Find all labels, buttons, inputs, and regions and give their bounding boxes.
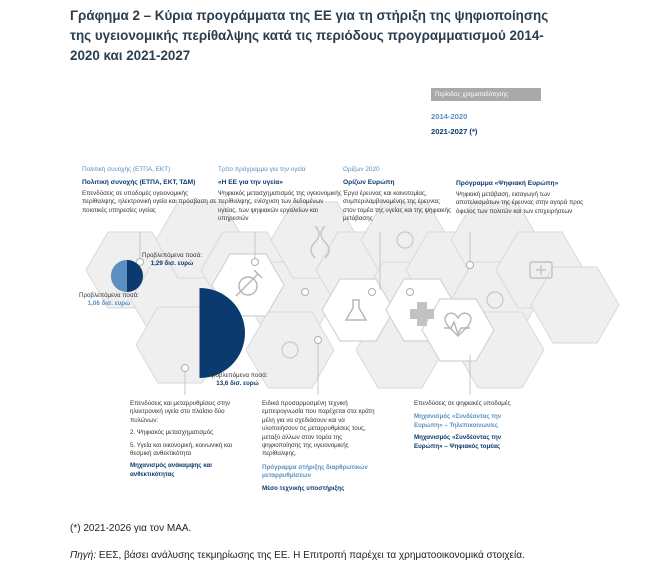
amount-circle-small [111,260,143,292]
tsi-program-2021: Μέσο τεχνικής υποστήριξης [262,484,345,492]
tsi-desc: Ειδικά προσαρμοσμένη τεχνική εμπειρογνωσία που παρέχεται στα κράτη μέλη για να σχεδιάσουν και να υλοποιήσουν τις μεταρρυθμίσεις τους, μεταξύ άλλων στον τομέα της ψηφιοποίησης της υγειονομικής περίθαλψης. [262,400,375,458]
figure-title: Γράφημα 2 – Κύρια προγράμματα της ΕΕ για τη στήριξη της ψηφιοποίησης της υγειονομικής περίθαλψης κατά τις περιόδους προγραμματισμού 2014-2020 και 2021-2027 [70,8,549,63]
rrf-mechanism: Μηχανισμός ανάκαμψης και ανθεκτικότητας [130,462,212,478]
source-label: Πηγή: [70,550,97,561]
column-digital-head-2021: Πρόγραμμα «Ψηφιακή Ευρώπη» [456,180,559,187]
column-horizon-head-2021: Ορίζων Ευρώπη [343,179,395,186]
column-cohesion-head-2021: Πολιτική συνοχής (ΕΤΠΑ, ΕΚΤ, ΤΔΜ) [82,179,196,186]
legend-period-2021: 2021-2027 (*) [431,127,478,136]
amount-value-a-small: 1,06 δισ. ευρώ [87,300,131,308]
column-health-desc: Ψηφιακός μετασχηματισμός της υγειονομικής περίθαλψης, ενίσχυση των δεδομένων υγείας, των ψηφιακών εργαλείων και υπηρεσιών [218,190,342,223]
footnote: (*) 2021-2026 για τον ΜΑΑ. [70,523,192,534]
column-horizon [343,166,451,224]
column-health-head-2014: Τρίτο πρόγραμμα για την υγεία [218,166,306,173]
column-cohesion [82,166,217,215]
column-digital-europe [456,166,591,216]
planned-label: Προβλεπόμενα ποσά: [207,372,268,379]
column-horizon-desc: Έργα έρευνας και καινοτομίας, συμπεριλαμβανομένης της έρευνας στον τομέα της υγείας και της ψηφιακής μετάβασης [343,190,451,223]
bottom-cef [414,400,529,451]
planned-label: Προβλεπόμενα ποσά: [78,292,139,299]
rrf-intro: Επενδύσεις και μεταρρυθμίσεις στην ηλεκτρονική υγεία στο πλαίσιο δύο πυλώνων: [130,400,230,424]
amount-label-b-small [142,252,202,269]
bottom-rrf [130,400,252,479]
column-horizon-head-2014: Ορίζων 2020 [343,166,380,173]
column-health [218,166,343,224]
cef-telecom: Μηχανισμός «Συνδέοντας την Ευρώπη» – Τηλεπικοινωνίες [414,413,502,429]
column-digital-head-2014 [456,166,591,174]
bottom-tsi [262,400,382,493]
legend-period-2014: 2014-2020 [431,112,468,121]
planned-label: Προβλεπόμενα ποσά: [142,252,203,259]
legend-heading: Περίοδος χρηματοδότησης [431,88,541,101]
column-cohesion-head-2014: Πολιτική συνοχής (ΕΤΠΑ, ΕΚΤ) [82,166,171,173]
column-digital-desc: Ψηφιακή μετάβαση, εισαγωγή των αποτελεσμάτων της έρευνας στην αγορά προς όφελος των πολιτών και των επιχειρήσεων [456,191,584,215]
cef-digital: Μηχανισμός «Συνδέοντας την Ευρώπη» – Ψηφιακός τομέας [414,434,502,450]
column-cohesion-desc: Επενδύσεις σε υποδομές υγειονομικής περίθαλψης, ηλεκτρονική υγεία και πρόσβαση σε ποιοτικές υπηρεσίες υγείας [82,190,217,214]
rrf-pillar-5: 5. Υγεία και οικονομική, κοινωνική και θεσμική ανθεκτικότητα [130,441,232,458]
amount-label-b-large [200,372,275,389]
source-note [70,550,525,561]
column-health-head-2021: «Η ΕΕ για την υγεία» [218,179,283,186]
rrf-pillar-2: 2. Ψηφιακός μετασχηματισμός [130,429,214,437]
amount-value-b-small: 1,29 δισ. ευρώ [150,260,194,268]
source-text: ΕΕΣ, βάσει ανάλυσης τεκμηρίωσης της ΕΕ. Η Επιτροπή παρέχει τα χρηματοοικονομικά στοιχεία. [98,550,525,561]
amount-label-a-small [78,292,140,309]
cef-desc: Επενδύσεις σε ψηφιακές υποδομές [414,400,511,407]
tsi-program-2014: Πρόγραμμα στήριξης διαρθρωτικών μεταρρυθμίσεων [262,463,368,480]
amount-value-b-large: 13,6 δισ. ευρώ [216,380,259,388]
